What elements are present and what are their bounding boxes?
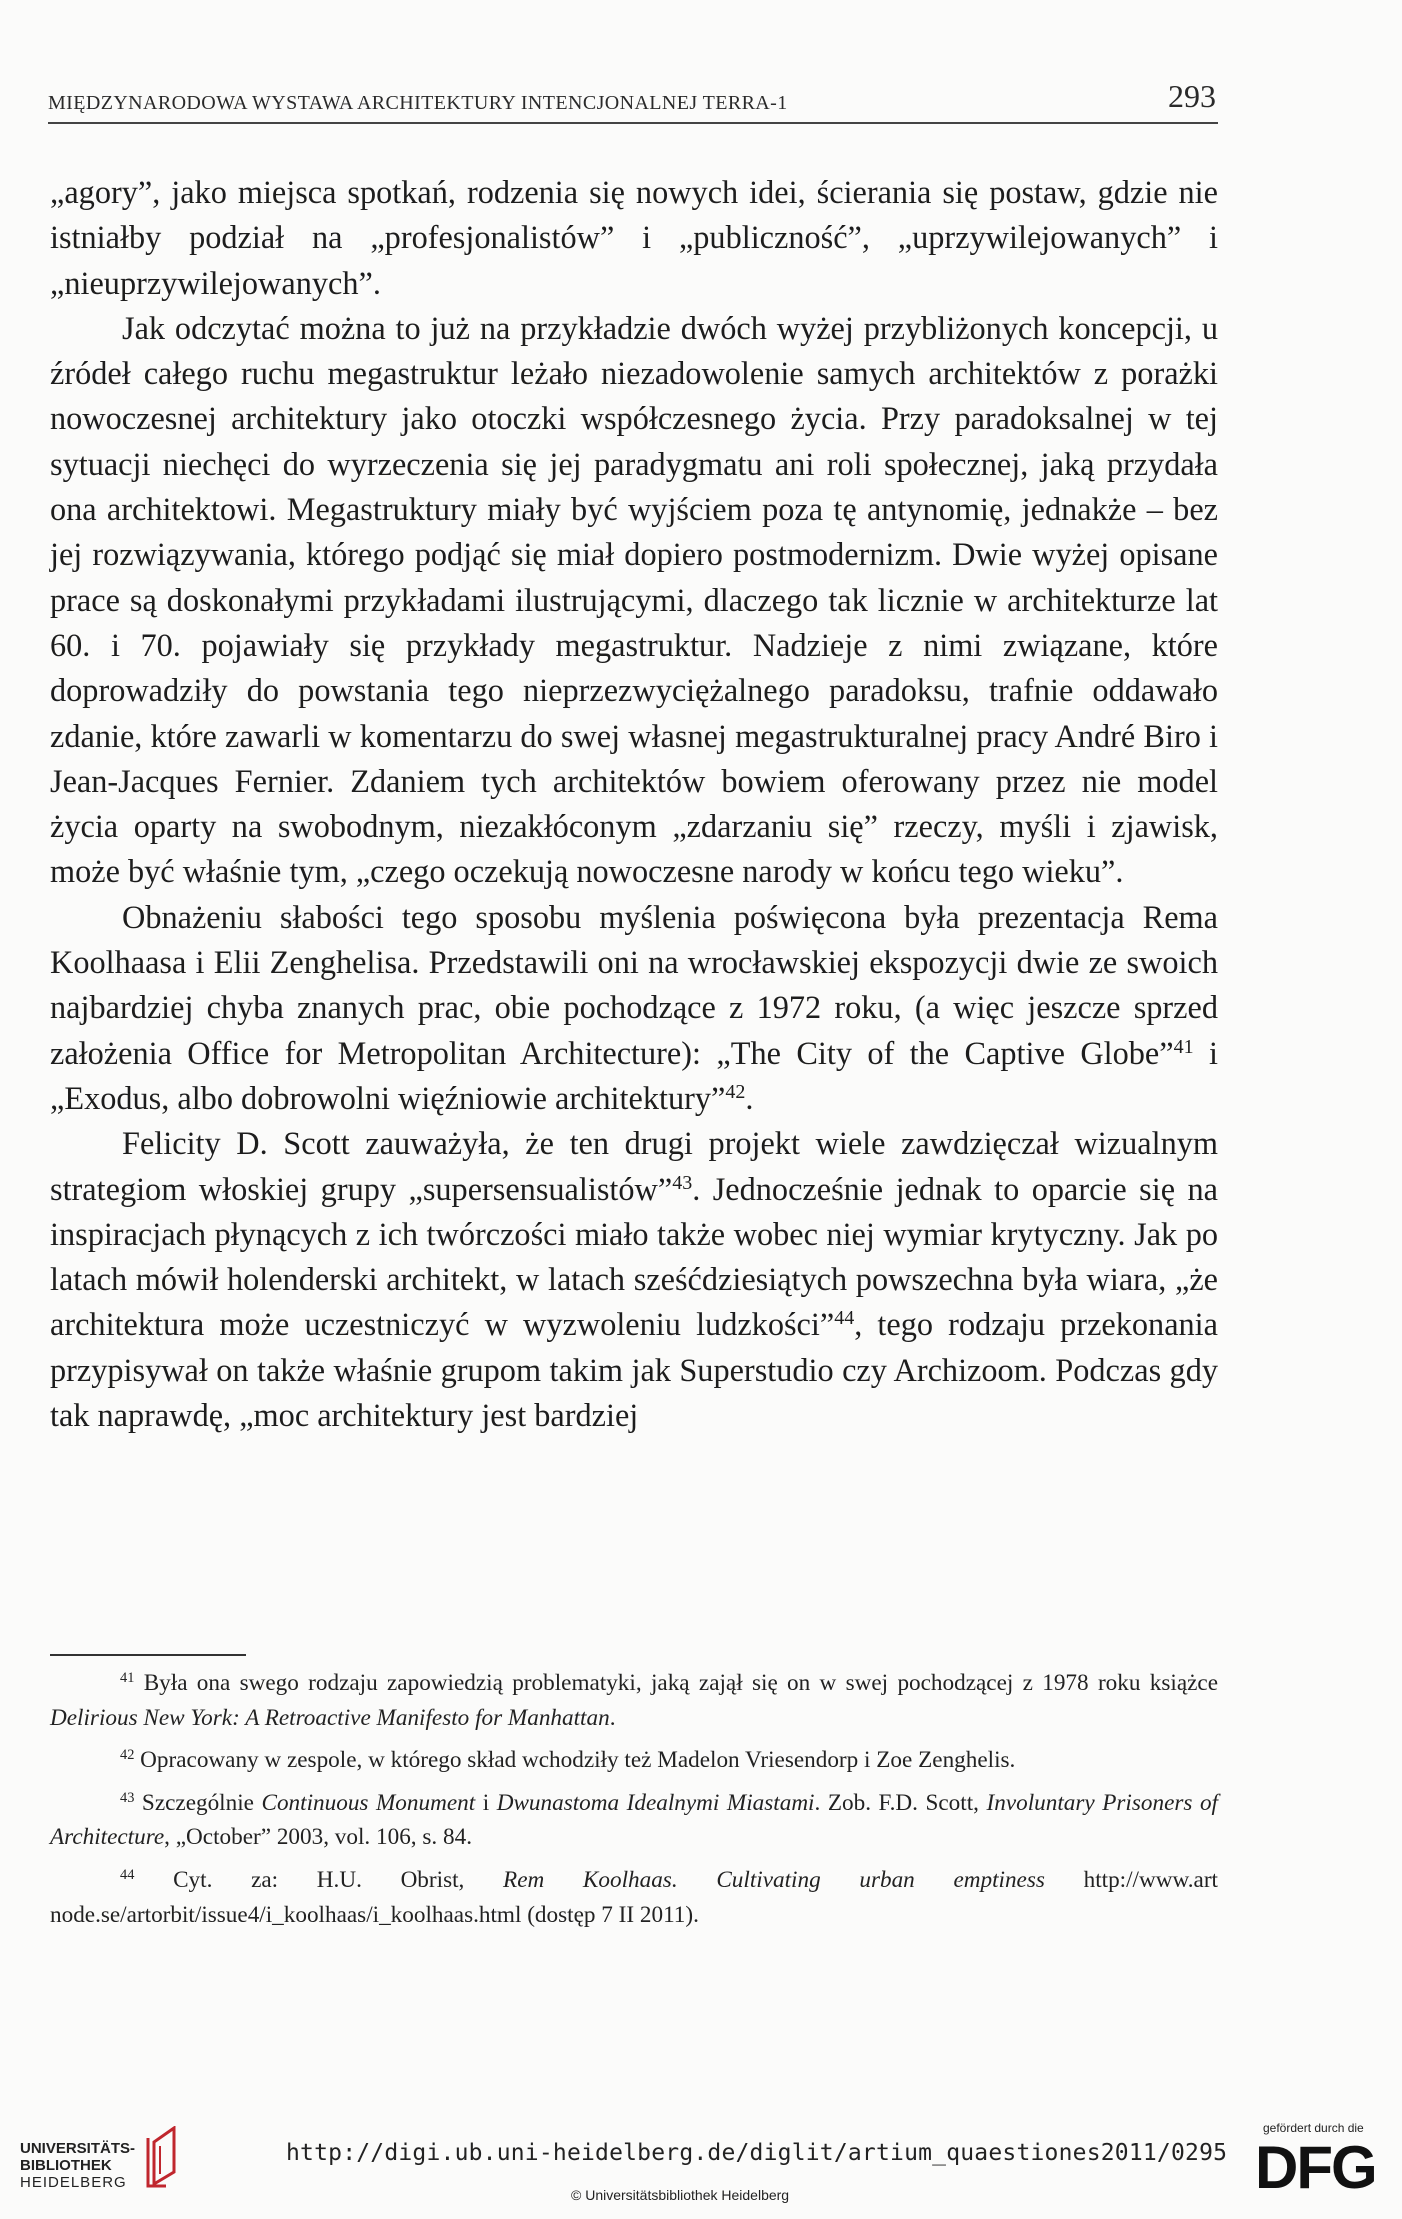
footnote-text: , „October” 2003, vol. 106, s. 84. (164, 1824, 472, 1851)
paragraph-4-b: . Jednocześnie jednak to oparcie się na inspiracjach płynących z ich twórczości miało także wobec niej wymiar krytyczny. Jak po latach mówił holenderski architekt, w latach sześćdziesiątych powszechna była wiara, „że architektura może uczestniczyć w wyzwoleniu ludzkości” (50, 1170, 1218, 1343)
footnote-title: Dwunastoma Idealnymi Miastami (496, 1789, 815, 1816)
footnote-43 (50, 1786, 1218, 1855)
paragraph-3 (50, 895, 1218, 1121)
running-head: MIĘDZYNARODOWA WYSTAWA ARCHITEKTURY INTENCJONALNEJ TERRA-1 (48, 92, 788, 114)
footnote-ref-42: 42 (725, 1080, 746, 1103)
paragraph-4-a: Felicity D. Scott zauważyła, że ten drugi projekt wiele zawdzięczał wizualnym strategiom włoskiej grupy „supersensualistów” (50, 1125, 1218, 1207)
header-rule (48, 122, 1218, 124)
dfg-logo: DFG (1255, 2134, 1376, 2201)
footnote-rule (50, 1654, 246, 1656)
footnote-title: Involuntary Prisoners of Architecture (50, 1789, 1218, 1851)
copyright-notice: © Universitätsbibliothek Heidelberg (571, 2187, 790, 2203)
library-line-1: UNIVERSITÄTS- (20, 2140, 136, 2157)
footnote-link[interactable]: http://www.art node.se/artorbit/issue4/i_koolhaas/i_koolhaas.html (dostęp 7 II 2011). (50, 1866, 1218, 1928)
footnote-ref-43: 43 (672, 1171, 693, 1194)
footnote-ref-41: 41 (1173, 1035, 1194, 1058)
paragraph-3-text: Obnażeniu słabości tego sposobu myślenia poświęcona była prezentacja Rema Koolhaasa i Elii Zenghelisa. Przedstawili oni na wrocławskiej ekspozycji dwie ze swoich najbardziej chyba znanych prac, obie pochodzące z 1972 roku, (a więc jeszcze sprzed założenia Office for Metropolitan Architecture): „The City of the Captive Globe” (50, 898, 1218, 1071)
footnote-number: 43 (120, 1789, 135, 1806)
footnote-text: Opracowany w zespole, w którego skład wchodziły też Madelon Vriesendorp i Zoe Zenghelis. (134, 1747, 1016, 1774)
footnote-44 (50, 1863, 1218, 1932)
footnote-ref-44: 44 (834, 1307, 855, 1330)
library-name (20, 2140, 135, 2191)
paragraph-2: Jak odczytać można to już na przykładzie dwóch wyżej przybliżonych koncepcji, u źródeł całego ruchu megastruktur leżało niezadowolenie samych architektów z porażki nowoczesnej architektury jako otoczki współczesnego życia. Przy paradoksalnej w tej sytuacji niechęci do wyrzeczenia się jej paradygmatu ani roli społecznej, jaką przydała ona architektowi. Megastruktury miały być wyjściem poza tę antynomię, jednakże – bez jej rozwiązywania, którego podjąć się miał dopiero postmodernizm. Dwie wyżej opisane prace są doskonałymi przykładami ilustrującymi, dlaczego tak licznie w architekturze lat 60. i 70. pojawiały się przykłady megastruktur. Nadzieje z nimi związane, które doprowadziły do powstania tego nieprzezwyciężalnego paradoksu, trafnie oddawało zdanie, które zawarli w komentarzu do swej własnej megastrukturalnej pracy André Biro i Jean-Jacques Fernier. Zdaniem tych architektów bowiem oferowany przez nie model życia oparty na swobodnym, niezakłóconym „zdarzaniu się” rzeczy, myśli i zjawisk, może być właśnie tym, „czego oczekują nowoczesne narody w końcu tego wieku”. (50, 309, 1218, 890)
paragraph-3-mid: i „Exodus, albo dobrowolni więźniowie architektury” (50, 1034, 1218, 1116)
footnote-title: Delirious New York: A Retroactive Manifesto for Manhattan (50, 1704, 610, 1731)
paragraph-4 (50, 1121, 1218, 1438)
footnote-title: Continuous Monument (261, 1789, 476, 1816)
funding-label: gefördert durch die (1263, 2121, 1364, 2135)
footnote-number: 41 (120, 1670, 135, 1687)
footnote-text: Była ona swego rodzaju zapowiedzią problematyki, jaką zajął się on w swej pochodzącej z 1978 roku książce (134, 1670, 1218, 1696)
page-number: 293 (1168, 78, 1216, 114)
footnote-number: 42 (120, 1747, 135, 1764)
footnote-text: . Zob. F.D. Scott, (814, 1789, 987, 1816)
paragraph-1: „agory”, jako miejsca spotkań, rodzenia się nowych idei, ścierania się postaw, gdzie nie istniałby podział na „profesjonalistów” i „publiczność”, „uprzywilejowanych” i „nieuprzywilejowanych”. (50, 174, 1218, 301)
footnote-text: . (609, 1704, 616, 1731)
footnote-text: i (475, 1789, 497, 1816)
footnotes (50, 1666, 1218, 1940)
digital-copy-link[interactable]: http://digi.ub.uni-heidelberg.de/diglit/artium_quaestiones2011/0295 (286, 2140, 1228, 2166)
footnote-number: 44 (120, 1867, 135, 1884)
paragraph-3-end: . (745, 1079, 754, 1116)
library-logo-icon (144, 2126, 180, 2188)
footnote-42 (50, 1743, 1218, 1778)
main-text (50, 170, 1218, 1438)
footnote-41 (50, 1666, 1218, 1735)
library-line-3: HEIDELBERG (20, 2174, 127, 2191)
footnote-text: Cyt. za: H.U. Obrist, (134, 1866, 504, 1893)
library-line-2: BIBLIOTHEK (20, 2157, 112, 2174)
footnote-title: Rem Koolhaas. Cultivating urban emptiness (503, 1866, 1045, 1893)
paragraph-4-c: , tego rodzaju przekonania przypisywał on także właśnie grupom takim jak Superstudio czy Archizoom. Podczas gdy tak naprawdę, „moc architektury jest bardziej (50, 1306, 1218, 1434)
footnote-text: Szczególnie (134, 1789, 262, 1816)
